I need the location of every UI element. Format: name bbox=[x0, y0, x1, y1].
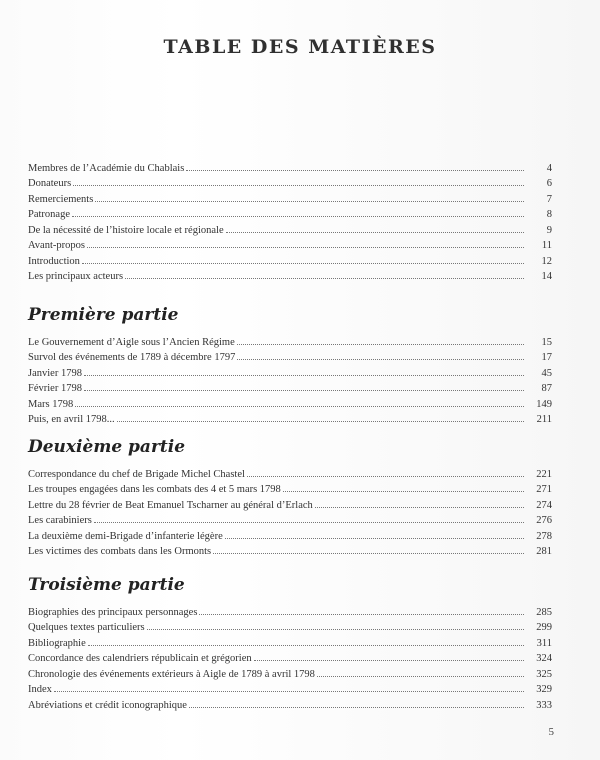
toc-entry-label: De la nécessité de l’histoire locale et régionale bbox=[28, 224, 224, 236]
dot-leader bbox=[87, 247, 524, 248]
dot-leader bbox=[84, 375, 524, 376]
toc-entry-label: Bibliographie bbox=[28, 637, 86, 649]
toc-entry-label: Concordance des calendriers républicain et grégorien bbox=[28, 653, 252, 664]
toc-entry-page-number: 45 bbox=[541, 367, 552, 379]
toc-entry bbox=[28, 267, 552, 283]
toc-entry-label: Puis, en avril 1798... bbox=[28, 414, 115, 425]
dot-leader bbox=[237, 344, 524, 345]
toc-entry-page-number: 8 bbox=[546, 209, 552, 220]
toc-entry bbox=[28, 526, 552, 542]
dot-leader bbox=[95, 201, 524, 202]
toc-entry-page-number: 274 bbox=[536, 499, 552, 511]
toc-entry-label: Le Gouvernement d’Aigle sous l’Ancien Régime bbox=[28, 336, 235, 348]
toc-entry bbox=[28, 618, 552, 634]
toc-entry-page-number: 311 bbox=[536, 637, 552, 649]
toc-entry bbox=[28, 633, 552, 649]
page-title: TABLE DES MATIÈRES bbox=[163, 36, 437, 58]
toc-entry-page-number: 15 bbox=[541, 336, 552, 348]
toc-list bbox=[28, 602, 552, 711]
toc-entry bbox=[28, 363, 552, 379]
toc-entry-page-number: 14 bbox=[541, 271, 552, 282]
toc-entry-page-number: 324 bbox=[536, 653, 552, 664]
toc-entry-label: La deuxième demi-Brigade d’infanterie légère bbox=[28, 530, 223, 542]
toc-entry-page-number: 325 bbox=[536, 668, 552, 680]
toc-entry-label: Biographies des principaux personnages bbox=[28, 606, 198, 618]
toc-entry-label: Chronologie des événements extérieurs à Aigle de 1789 à avril 1798 bbox=[28, 668, 315, 680]
toc-entry-label: Membres de l’Académie du Chablais bbox=[28, 162, 185, 174]
dot-leader bbox=[54, 691, 524, 692]
toc-entry-label: Survol des événements de 1789 à décembre 1797 bbox=[28, 352, 236, 363]
toc-entry bbox=[28, 158, 552, 174]
dot-leader bbox=[237, 359, 524, 360]
dot-leader bbox=[317, 676, 524, 677]
dot-leader bbox=[225, 538, 524, 539]
toc-entry-page-number: 221 bbox=[536, 468, 552, 480]
dot-leader bbox=[72, 216, 524, 217]
toc-entry-page-number: 329 bbox=[536, 684, 552, 695]
dot-leader bbox=[117, 421, 524, 422]
toc-entry-label: Avant-propos bbox=[28, 240, 85, 251]
toc-list bbox=[28, 332, 552, 425]
toc-entry-page-number: 276 bbox=[536, 515, 552, 526]
toc-entry bbox=[28, 394, 552, 410]
toc-entry-page-number: 299 bbox=[536, 622, 552, 633]
dot-leader bbox=[84, 390, 524, 391]
dot-leader bbox=[226, 232, 524, 233]
toc-entry bbox=[28, 649, 552, 665]
part-one-section bbox=[28, 302, 552, 425]
dot-leader bbox=[199, 614, 524, 615]
toc-entry bbox=[28, 511, 552, 527]
toc-entry bbox=[28, 236, 552, 252]
toc-entry-label: Correspondance du chef de Brigade Michel Chastel bbox=[28, 468, 245, 480]
toc-entry bbox=[28, 602, 552, 618]
part-three-section bbox=[28, 572, 552, 711]
toc-entry-page-number: 87 bbox=[541, 383, 552, 394]
dot-leader bbox=[125, 278, 524, 279]
part-two-section bbox=[28, 434, 552, 557]
toc-list bbox=[28, 158, 552, 282]
toc-entry-page-number: 285 bbox=[536, 606, 552, 618]
toc-entry-label: Abréviations et crédit iconographique bbox=[28, 699, 187, 711]
part-heading: Première partie bbox=[28, 305, 179, 325]
toc-entry-page-number: 7 bbox=[546, 193, 552, 205]
toc-entry-page-number: 11 bbox=[541, 240, 552, 251]
toc-entry bbox=[28, 348, 552, 364]
toc-entry-label: Lettre du 28 février de Beat Emanuel Tscharner au général d’Erlach bbox=[28, 499, 313, 511]
toc-entry-label: Les troupes engagées dans les combats des 4 et 5 mars 1798 bbox=[28, 484, 281, 495]
dot-leader bbox=[73, 185, 524, 186]
toc-entry-label: Février 1798 bbox=[28, 383, 82, 394]
toc-entry bbox=[28, 251, 552, 267]
toc-entry bbox=[28, 680, 552, 696]
toc-entry bbox=[28, 480, 552, 496]
toc-entry-page-number: 12 bbox=[541, 255, 552, 267]
dot-leader bbox=[189, 707, 524, 708]
dot-leader bbox=[254, 660, 524, 661]
dot-leader bbox=[147, 629, 524, 630]
toc-entry bbox=[28, 174, 552, 190]
toc-entry bbox=[28, 542, 552, 558]
toc-entry-page-number: 6 bbox=[546, 178, 552, 189]
toc-entry-label: Mars 1798 bbox=[28, 398, 74, 410]
toc-entry-label: Index bbox=[28, 684, 52, 695]
toc-entry-label: Introduction bbox=[28, 255, 80, 267]
toc-entry-label: Donateurs bbox=[28, 178, 72, 189]
toc-entry-page-number: 17 bbox=[541, 352, 552, 363]
toc-entry bbox=[28, 189, 552, 205]
toc-entry-page-number: 333 bbox=[536, 699, 552, 711]
toc-entry-label: Les carabiniers bbox=[28, 515, 92, 526]
toc-entry-page-number: 278 bbox=[536, 530, 552, 542]
dot-leader bbox=[94, 522, 524, 523]
toc-entry-label: Janvier 1798 bbox=[28, 367, 82, 379]
toc-entry-page-number: 271 bbox=[536, 484, 552, 495]
dot-leader bbox=[315, 507, 524, 508]
toc-list bbox=[28, 464, 552, 557]
dot-leader bbox=[186, 170, 524, 171]
toc-entry-label: Patronage bbox=[28, 209, 70, 220]
toc-entry bbox=[28, 664, 552, 680]
dot-leader bbox=[82, 263, 524, 264]
toc-entry bbox=[28, 495, 552, 511]
toc-entry bbox=[28, 205, 552, 221]
part-heading: Troisième partie bbox=[28, 575, 185, 595]
toc-entry bbox=[28, 379, 552, 395]
toc-entry bbox=[28, 410, 552, 426]
toc-entry-label: Quelques textes particuliers bbox=[28, 622, 145, 633]
toc-entry-page-number: 9 bbox=[546, 224, 552, 236]
toc-entry bbox=[28, 464, 552, 480]
toc-entry-label: Remerciements bbox=[28, 193, 94, 205]
toc-entry bbox=[28, 220, 552, 236]
dot-leader bbox=[247, 476, 524, 477]
toc-entry-page-number: 211 bbox=[536, 414, 552, 425]
toc-entry-page-number: 4 bbox=[546, 162, 552, 174]
front-matter-section bbox=[28, 158, 552, 282]
toc-entry-label: Les victimes des combats dans les Ormonts bbox=[28, 546, 212, 557]
toc-entry-page-number: 281 bbox=[536, 546, 552, 557]
page-number: 5 bbox=[548, 726, 554, 738]
dot-leader bbox=[213, 553, 524, 554]
toc-entry-label: Les principaux acteurs bbox=[28, 271, 124, 282]
part-heading: Deuxième partie bbox=[28, 437, 186, 457]
dot-leader bbox=[88, 645, 524, 646]
toc-entry bbox=[28, 332, 552, 348]
toc-entry-page-number: 149 bbox=[536, 398, 552, 410]
toc-entry bbox=[28, 695, 552, 711]
dot-leader bbox=[283, 491, 524, 492]
dot-leader bbox=[75, 406, 524, 407]
